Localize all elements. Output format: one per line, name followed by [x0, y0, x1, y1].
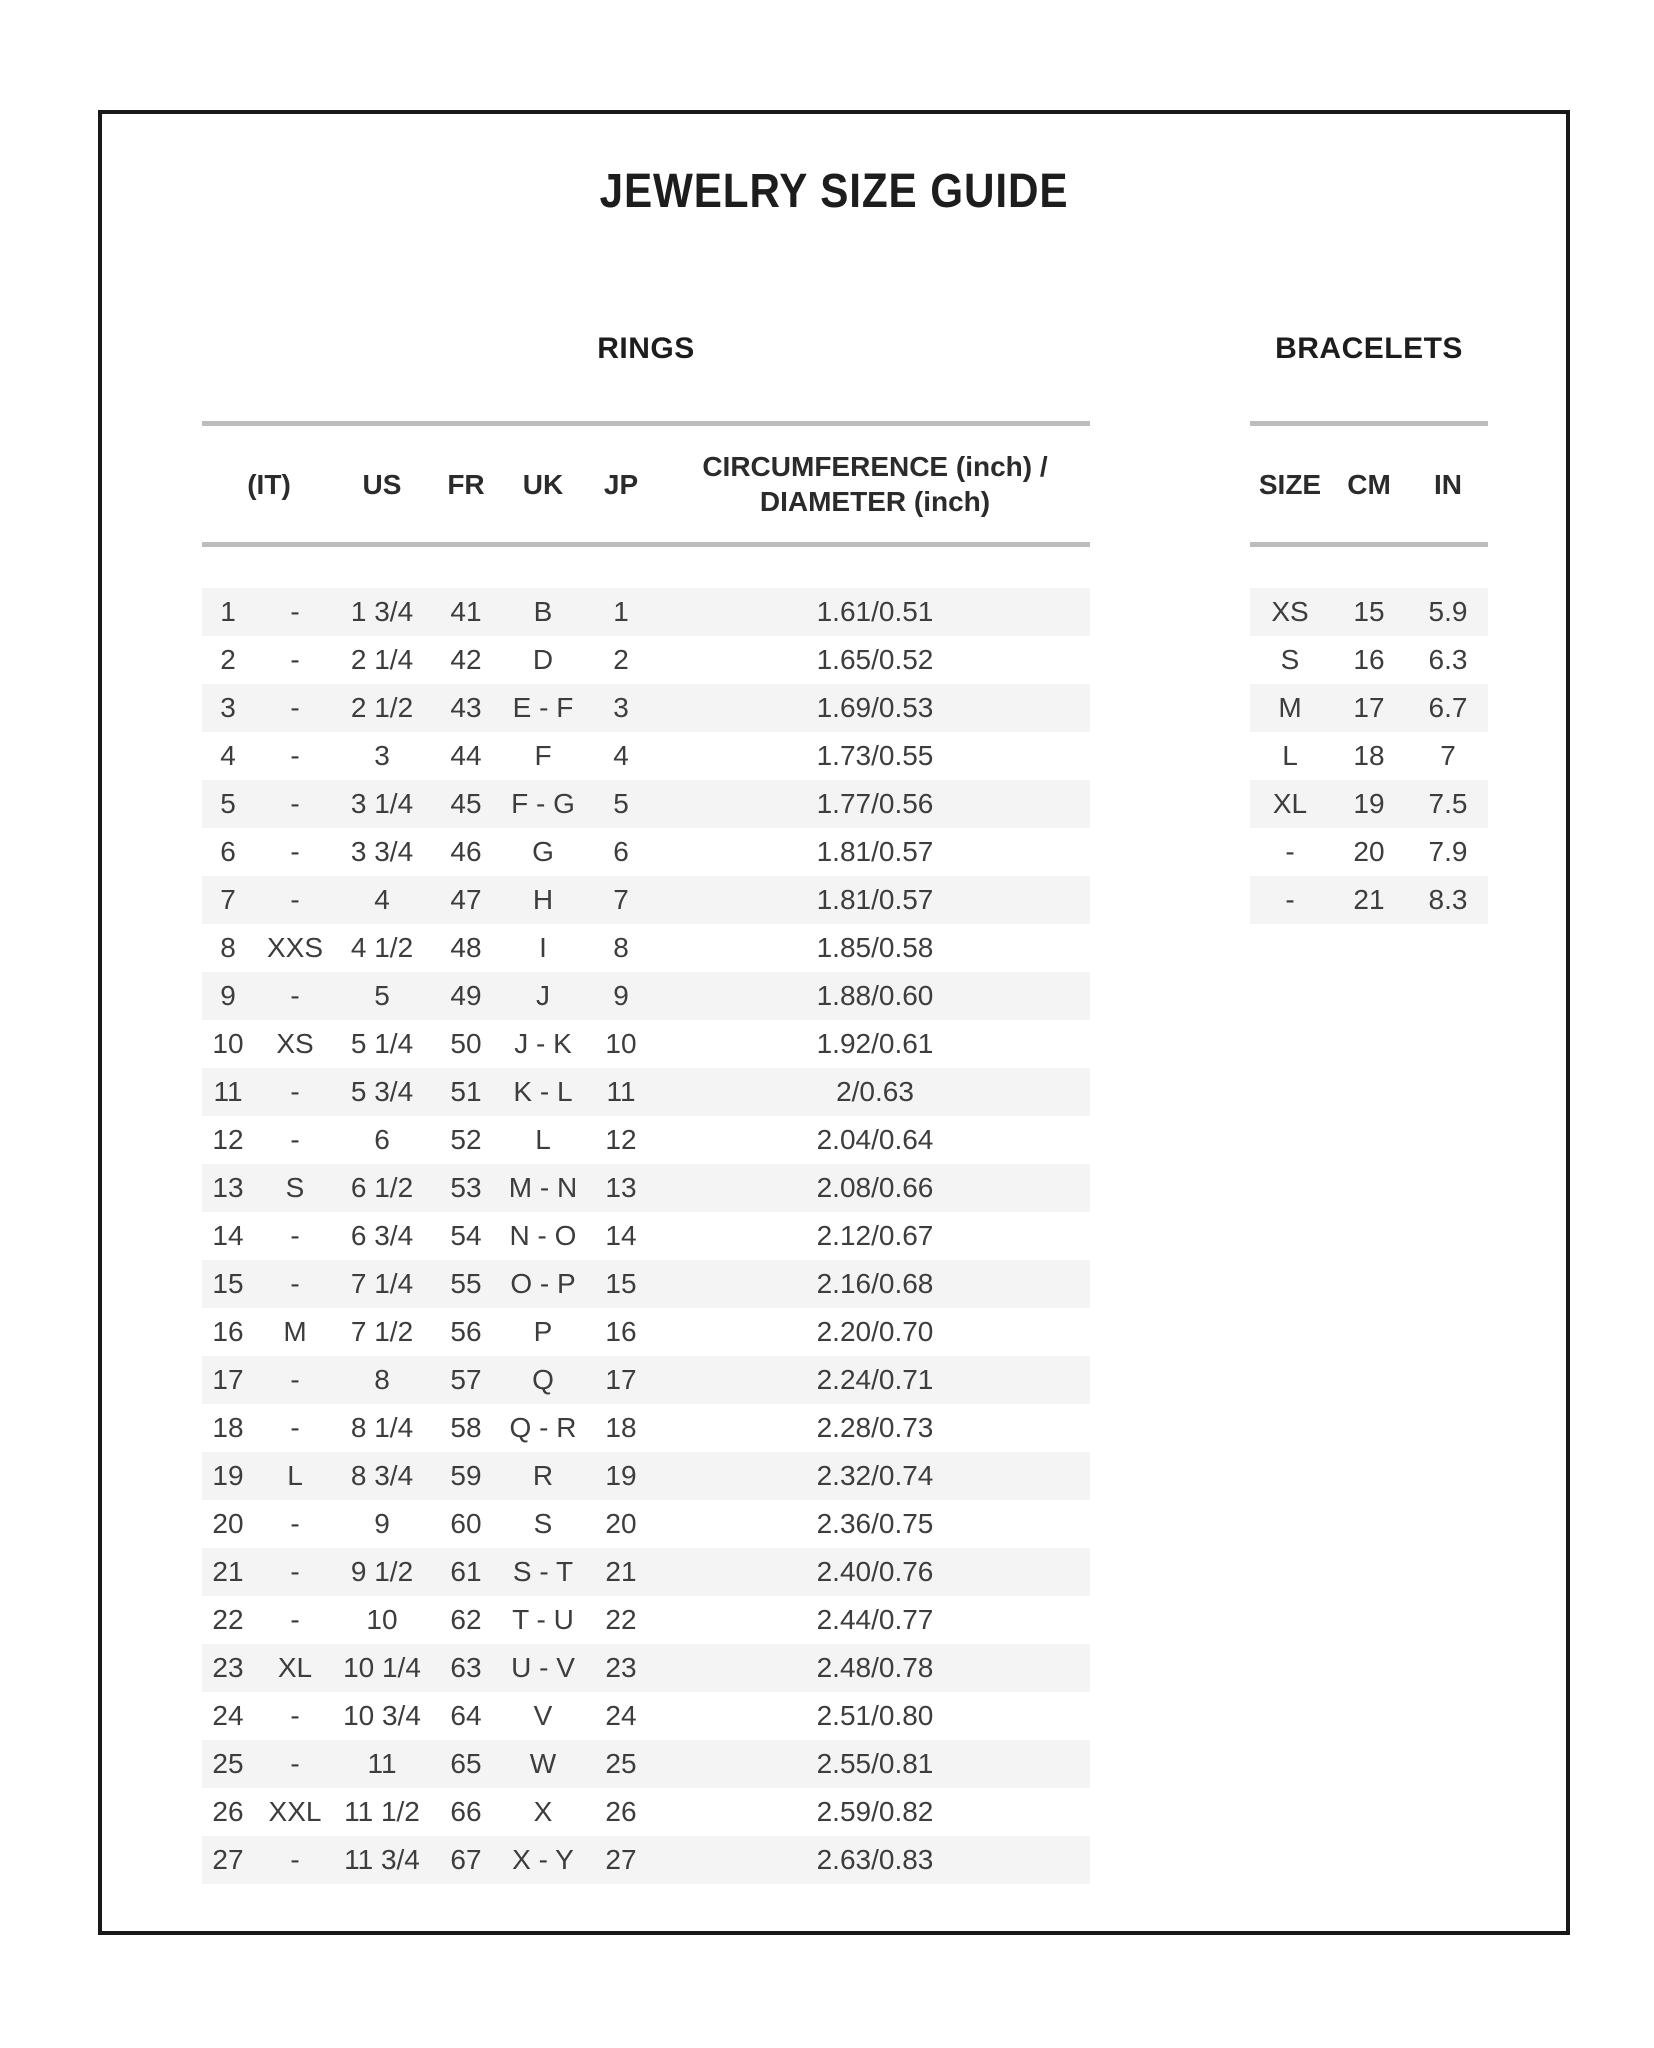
- cell: XXL: [268, 1796, 322, 1827]
- cell: 9: [374, 1508, 390, 1539]
- cell: 2.24/0.71: [660, 1356, 1090, 1404]
- rings-col-fr: FR: [428, 426, 504, 547]
- cell: 7 1/2: [350, 1316, 414, 1347]
- cell: L: [254, 1452, 336, 1500]
- cell: F: [534, 740, 552, 771]
- table-row: [202, 1404, 1090, 1452]
- table-row: [202, 1548, 1090, 1596]
- cell: 17: [582, 1356, 660, 1404]
- table-row: [202, 732, 1090, 780]
- cell: 6.7: [1408, 684, 1488, 732]
- rings-col-us: US: [336, 426, 428, 547]
- table-row: [1250, 876, 1488, 924]
- table-row: [202, 1356, 1090, 1404]
- cell: B: [504, 588, 582, 636]
- table-row: [202, 1740, 1090, 1788]
- cell: XXS: [266, 932, 324, 963]
- table-row: [202, 972, 1090, 1020]
- cell: 2.63/0.83: [660, 1836, 1090, 1884]
- cell: 7: [1440, 740, 1456, 771]
- cell: W: [504, 1740, 582, 1788]
- spacer-row: [1250, 547, 1488, 588]
- cell: J: [504, 972, 582, 1020]
- cell: K - L: [504, 1068, 582, 1116]
- cell: 2.48/0.78: [660, 1644, 1090, 1692]
- cell: -: [290, 836, 300, 867]
- cell: 1.85/0.58: [816, 932, 934, 963]
- cell: 55: [428, 1260, 504, 1308]
- cell: -: [290, 1412, 300, 1443]
- table-row: [202, 1212, 1090, 1260]
- cell: -: [254, 1548, 336, 1596]
- cell: 4: [220, 740, 236, 771]
- cell: 23: [202, 1644, 254, 1692]
- cell: Q: [504, 1356, 582, 1404]
- cell: 15: [1330, 588, 1408, 636]
- cell: 27: [202, 1836, 254, 1884]
- table-row: [202, 588, 1090, 636]
- cell: 2.16/0.68: [660, 1260, 1090, 1308]
- cell: 19: [582, 1452, 660, 1500]
- cell: 1: [582, 588, 660, 636]
- cell: S: [1280, 644, 1300, 675]
- cell: XS: [276, 1028, 314, 1059]
- cell: -: [290, 1604, 300, 1635]
- cell: 42: [450, 644, 482, 675]
- bracelets-col-in: IN: [1408, 426, 1488, 547]
- cell: 1.81/0.57: [816, 836, 934, 867]
- rings-body: [202, 547, 1090, 1884]
- cell: 7.5: [1408, 780, 1488, 828]
- table-row: [202, 1788, 1090, 1836]
- cell: 2.20/0.70: [816, 1316, 934, 1347]
- spacer-cell: [1250, 547, 1488, 588]
- cell: J - K: [514, 1028, 572, 1059]
- cell: 1: [202, 588, 254, 636]
- cell: 4: [336, 876, 428, 924]
- cell: 3 3/4: [350, 836, 414, 867]
- cell: X - Y: [504, 1836, 582, 1884]
- cell: -: [1285, 836, 1295, 867]
- cell: N - O: [509, 1220, 577, 1251]
- cell: O - P: [504, 1260, 582, 1308]
- cell: 2.51/0.80: [816, 1700, 934, 1731]
- cell: 48: [450, 932, 482, 963]
- cell: 18: [1353, 740, 1385, 771]
- cell: XL: [1250, 780, 1330, 828]
- cell: L: [535, 1124, 551, 1155]
- rings-col-circumference-label: CIRCUMFERENCE (inch) / DIAMETER (inch): [702, 451, 1048, 517]
- table-row: [1250, 780, 1488, 828]
- cell: 66: [450, 1796, 482, 1827]
- rings-heading: RINGS: [597, 332, 695, 365]
- table-row: [202, 1596, 1090, 1644]
- cell: 2 1/2: [336, 684, 428, 732]
- bracelets-col-size: SIZE: [1250, 426, 1330, 547]
- cell: 5: [202, 780, 254, 828]
- cell: 17: [1330, 684, 1408, 732]
- cell: 2 1/4: [350, 644, 414, 675]
- cell: 2.28/0.73: [816, 1412, 934, 1443]
- cell: 7: [582, 876, 660, 924]
- cell: 25: [202, 1740, 254, 1788]
- bracelets-col-cm: CM: [1330, 426, 1408, 547]
- table-row: [202, 636, 1090, 684]
- cell: 3 1/4: [336, 780, 428, 828]
- cell: S - T: [504, 1548, 582, 1596]
- cell: 9: [202, 972, 254, 1020]
- cell: 16: [212, 1316, 244, 1347]
- cell: 63: [428, 1644, 504, 1692]
- page-border-frame: [98, 110, 1570, 1935]
- cell: 2.55/0.81: [660, 1740, 1090, 1788]
- cell: 2.36/0.75: [816, 1508, 934, 1539]
- cell: 27: [582, 1836, 660, 1884]
- cell: 11: [202, 1068, 254, 1116]
- cell: 62: [450, 1604, 482, 1635]
- table-row: [202, 1116, 1090, 1164]
- table-row: [202, 1308, 1090, 1356]
- cell: X: [533, 1796, 553, 1827]
- cell: 16: [605, 1316, 637, 1347]
- cell: S: [533, 1508, 553, 1539]
- cell: 14: [212, 1220, 244, 1251]
- cell: M: [283, 1316, 307, 1347]
- cell: 49: [428, 972, 504, 1020]
- cell: 2.04/0.64: [816, 1124, 934, 1155]
- cell: 1 3/4: [336, 588, 428, 636]
- cell: P: [533, 1316, 553, 1347]
- cell: 21: [1330, 876, 1408, 924]
- cell: 6.3: [1428, 644, 1468, 675]
- cell: 10: [366, 1604, 398, 1635]
- cell: 1.65/0.52: [816, 644, 934, 675]
- cell: 56: [450, 1316, 482, 1347]
- cell: 2: [613, 644, 629, 675]
- cell: 11: [336, 1740, 428, 1788]
- cell: 43: [428, 684, 504, 732]
- cell: 10 3/4: [343, 1700, 421, 1731]
- cell: 8.3: [1408, 876, 1488, 924]
- cell: 64: [450, 1700, 482, 1731]
- cell: 1.81/0.57: [660, 876, 1090, 924]
- table-row: [202, 780, 1090, 828]
- table-row: [202, 1644, 1090, 1692]
- cell: 59: [428, 1452, 504, 1500]
- table-row: [202, 1068, 1090, 1116]
- table-row: [202, 1692, 1090, 1740]
- cell: 2.40/0.76: [660, 1548, 1090, 1596]
- rings-col-jp: JP: [582, 426, 660, 547]
- bracelets-body: [1250, 547, 1488, 924]
- table-row: [1250, 828, 1488, 876]
- cell: H: [504, 876, 582, 924]
- cell: R: [504, 1452, 582, 1500]
- cell: 50: [450, 1028, 482, 1059]
- cell: 10: [605, 1028, 637, 1059]
- cell: XL: [254, 1644, 336, 1692]
- cell: L: [1282, 740, 1298, 771]
- rings-col-circumference: [660, 426, 1090, 547]
- cell: I: [539, 932, 547, 963]
- cell: 9 1/2: [336, 1548, 428, 1596]
- cell: 12: [605, 1124, 637, 1155]
- cell: 13: [582, 1164, 660, 1212]
- cell: 47: [428, 876, 504, 924]
- cell: 5 3/4: [336, 1068, 428, 1116]
- cell: 20: [1353, 836, 1385, 867]
- cell: E - F: [504, 684, 582, 732]
- cell: 8: [336, 1356, 428, 1404]
- cell: 8: [220, 932, 236, 963]
- cell: -: [254, 1836, 336, 1884]
- cell: 19: [1330, 780, 1408, 828]
- cell: 58: [450, 1412, 482, 1443]
- rings-col-it: (IT): [202, 426, 336, 547]
- cell: 8: [613, 932, 629, 963]
- table-row: [202, 1164, 1090, 1212]
- cell: -: [254, 1356, 336, 1404]
- cell: U - V: [504, 1644, 582, 1692]
- cell: 16: [1353, 644, 1385, 675]
- cell: 19: [202, 1452, 254, 1500]
- cell: 18: [605, 1412, 637, 1443]
- rings-header-row: [202, 426, 1090, 547]
- cell: 65: [428, 1740, 504, 1788]
- cell: 67: [428, 1836, 504, 1884]
- cell: 6: [374, 1124, 390, 1155]
- cell: 11: [582, 1068, 660, 1116]
- cell: 2.32/0.74: [660, 1452, 1090, 1500]
- cell: 53: [428, 1164, 504, 1212]
- cell: 18: [212, 1412, 244, 1443]
- cell: 1.73/0.55: [816, 740, 934, 771]
- cell: 6 3/4: [350, 1220, 414, 1251]
- cell: 6: [613, 836, 629, 867]
- cell: 4 1/2: [350, 932, 414, 963]
- cell: 22: [212, 1604, 244, 1635]
- cell: 2/0.63: [660, 1068, 1090, 1116]
- cell: 2.59/0.82: [816, 1796, 934, 1827]
- cell: S: [254, 1164, 336, 1212]
- cell: 10: [212, 1028, 244, 1059]
- table-row: [202, 1452, 1090, 1500]
- cell: 3: [374, 740, 390, 771]
- bracelets-header-row: [1250, 426, 1488, 547]
- table-row: [202, 1500, 1090, 1548]
- cell: 12: [212, 1124, 244, 1155]
- cell: 54: [450, 1220, 482, 1251]
- cell: -: [290, 740, 300, 771]
- cell: 1.61/0.51: [660, 588, 1090, 636]
- cell: 11 1/2: [344, 1796, 420, 1827]
- table-row: [1250, 684, 1488, 732]
- cell: 20: [605, 1508, 637, 1539]
- cell: 45: [428, 780, 504, 828]
- cell: 1.92/0.61: [816, 1028, 934, 1059]
- cell: 6 1/2: [336, 1164, 428, 1212]
- cell: -: [254, 588, 336, 636]
- cell: D: [532, 644, 554, 675]
- cell: 1.69/0.53: [660, 684, 1090, 732]
- cell: -: [254, 1740, 336, 1788]
- cell: G: [532, 836, 554, 867]
- cell: 5.9: [1408, 588, 1488, 636]
- cell: 26: [212, 1796, 244, 1827]
- cell: 44: [450, 740, 482, 771]
- bracelets-heading: BRACELETS: [1275, 332, 1463, 365]
- cell: -: [254, 780, 336, 828]
- cell: -: [254, 1260, 336, 1308]
- cell: 10 1/4: [336, 1644, 428, 1692]
- table-row: [202, 684, 1090, 732]
- cell: 2: [220, 644, 236, 675]
- cell: 5 1/4: [350, 1028, 414, 1059]
- cell: -: [290, 1508, 300, 1539]
- cell: 2.12/0.67: [816, 1220, 934, 1251]
- cell: 11 3/4: [336, 1836, 428, 1884]
- cell: 41: [428, 588, 504, 636]
- cell: 4: [613, 740, 629, 771]
- cell: 7.9: [1428, 836, 1468, 867]
- cell: 21: [202, 1548, 254, 1596]
- table-row: [202, 924, 1090, 972]
- cell: 20: [212, 1508, 244, 1539]
- page-title: JEWELRY SIZE GUIDE: [599, 165, 1069, 218]
- cell: -: [290, 1124, 300, 1155]
- cell: 8 1/4: [350, 1412, 414, 1443]
- cell: 2.08/0.66: [660, 1164, 1090, 1212]
- cell: 17: [202, 1356, 254, 1404]
- cell: 24: [605, 1700, 637, 1731]
- cell: 23: [582, 1644, 660, 1692]
- cell: T - U: [512, 1604, 574, 1635]
- cell: -: [290, 1220, 300, 1251]
- table-row: [202, 1020, 1090, 1068]
- rings-table: [202, 421, 1090, 1884]
- cell: 26: [605, 1796, 637, 1827]
- table-row: [202, 1836, 1090, 1884]
- cell: F - G: [504, 780, 582, 828]
- cell: M: [1250, 684, 1330, 732]
- cell: XS: [1250, 588, 1330, 636]
- cell: -: [1250, 876, 1330, 924]
- cell: 22: [605, 1604, 637, 1635]
- cell: 15: [202, 1260, 254, 1308]
- cell: 60: [450, 1508, 482, 1539]
- table-row: [1250, 636, 1488, 684]
- cell: 1.88/0.60: [660, 972, 1090, 1020]
- cell: 15: [582, 1260, 660, 1308]
- cell: 7 1/4: [336, 1260, 428, 1308]
- cell: 6: [220, 836, 236, 867]
- table-row: [1250, 588, 1488, 636]
- cell: 8 3/4: [336, 1452, 428, 1500]
- cell: 25: [582, 1740, 660, 1788]
- cell: 9: [582, 972, 660, 1020]
- cell: Q - R: [509, 1412, 577, 1443]
- cell: 21: [582, 1548, 660, 1596]
- cell: -: [254, 684, 336, 732]
- cell: 51: [428, 1068, 504, 1116]
- cell: 61: [428, 1548, 504, 1596]
- spacer-cell: [202, 547, 1090, 588]
- cell: 5: [582, 780, 660, 828]
- spacer-row: [202, 547, 1090, 588]
- cell: 14: [605, 1220, 637, 1251]
- cell: M - N: [504, 1164, 582, 1212]
- cell: -: [290, 644, 300, 675]
- cell: 13: [202, 1164, 254, 1212]
- cell: 57: [428, 1356, 504, 1404]
- cell: 1.77/0.56: [660, 780, 1090, 828]
- bracelets-table: [1250, 421, 1488, 924]
- table-row: [202, 876, 1090, 924]
- cell: -: [290, 1700, 300, 1731]
- cell: -: [254, 876, 336, 924]
- cell: 3: [202, 684, 254, 732]
- cell: -: [254, 972, 336, 1020]
- cell: 7: [202, 876, 254, 924]
- cell: 3: [582, 684, 660, 732]
- table-row: [202, 1260, 1090, 1308]
- table-row: [1250, 732, 1488, 780]
- cell: -: [254, 1068, 336, 1116]
- cell: 5: [336, 972, 428, 1020]
- cell: 46: [450, 836, 482, 867]
- cell: 52: [450, 1124, 482, 1155]
- table-row: [202, 828, 1090, 876]
- cell: 24: [212, 1700, 244, 1731]
- cell: 2.44/0.77: [816, 1604, 934, 1635]
- cell: V: [533, 1700, 553, 1731]
- rings-col-uk: UK: [504, 426, 582, 547]
